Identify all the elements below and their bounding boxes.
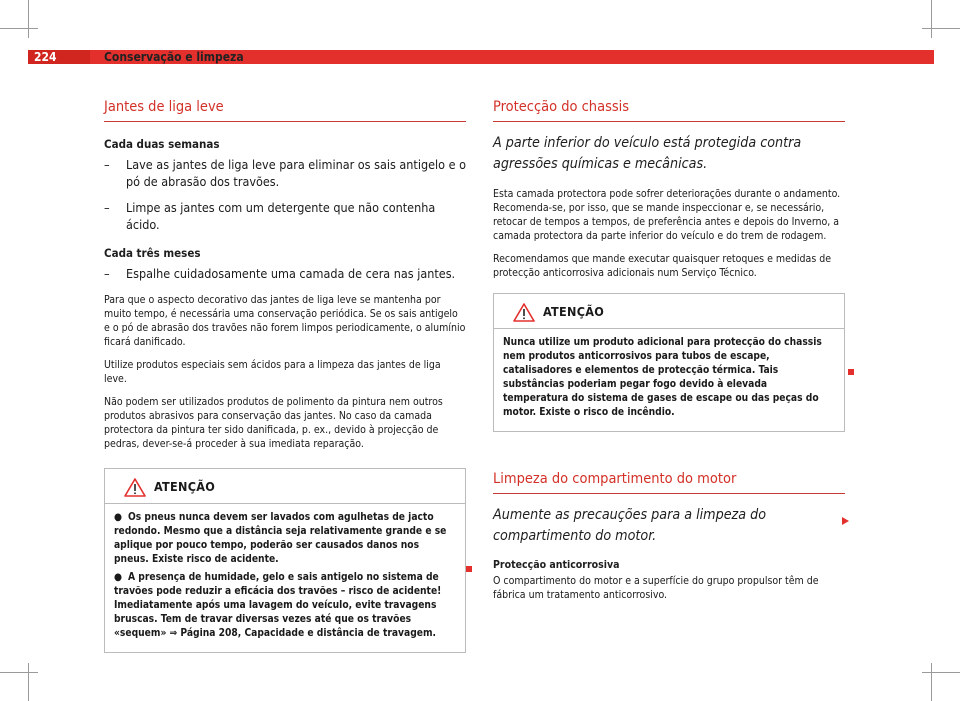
end-square-icon [466,566,472,572]
section-title: Conservação e limpeza [104,50,244,64]
warning-item-text: A presença de humidade, gelo e sais antigelo no sistema de travões pode reduzir a eficácia dos travões – risco de acidente! Imediatamente após uma lavagem do veículo, evite travagens bruscas. Tem de travar diversas vezes até que os travões «sequem» ⇒ Página 208, Capacidade e distância de travagem. [114,572,442,639]
warning-box [104,468,466,653]
warning-item [114,571,456,641]
bullet: ● [114,572,122,583]
continue-arrow-icon [842,517,849,525]
warning-body [105,504,465,652]
bullet: ● [114,512,122,523]
crop-mark [28,663,29,701]
paragraph-abrasives: Não podem ser utilizados produtos de polimento da pintura nem outros produtos abrasivos para conservação das jantes. No caso da camada protectora da pintura ter sido danificada, p. ex., devido à projecção de pedras, dever-se-á proceder à sua imediata reparação. [104,396,443,450]
crop-mark [28,0,29,38]
warning-box [493,293,845,432]
end-square-icon [848,369,854,375]
warning-header [494,294,844,329]
crop-mark [931,663,932,701]
block-title-two-weeks: Cada duas semanas [104,137,220,151]
block-title-three-months: Cada três meses [104,246,201,260]
paragraph-products: Utilize produtos especiais sem ácidos para a limpeza das jantes de liga leve. [104,359,441,385]
warning-label: ATENÇÃO [543,304,605,319]
crop-mark [0,672,38,673]
heading-engine-compartment: Limpeza do compartimento do motor [493,469,845,494]
lead-engine: Aumente as precauções para a limpeza do compartimento do motor. [493,507,767,544]
crop-mark [922,672,960,673]
heading-alloy-wheels: Jantes de liga leve [104,97,466,122]
warning-item [114,511,456,567]
subheading-anticorrosion: Protecção anticorrosiva [493,559,620,571]
heading-chassis-protection: Protecção do chassis [493,97,845,122]
right-column [493,97,845,611]
crop-mark [0,28,38,29]
step-wash: – Lave as jantes de liga leve para eliminar os sais antigelo e o pó de abrasão dos travões. [104,156,466,190]
paragraph-chassis-service: Recomendamos que mande executar quaisquer retoques e medidas de protecção anticorrosiva adicionais num Serviço Técnico. [493,253,832,279]
crop-mark [922,28,960,29]
warning-triangle-icon [513,303,535,322]
paragraph-maintenance: Para que o aspecto decorativo das jantes de liga leve se mantenha por muito tempo, é necessária uma conservação periódica. Se os sais antigelo e o pó de abrasão dos travões não forem limpos periodicamente, o alumínio ficará danificado. [104,294,466,348]
page-number: 224 [34,50,57,64]
lead-chassis: A parte inferior do veículo está protegida contra agressões químicas e mecânicas. [493,135,802,172]
warning-label: ATENÇÃO [154,479,216,494]
warning-body [494,329,844,431]
warning-triangle-icon [124,478,146,497]
paragraph-anticorrosion: O compartimento do motor e a superfície do grupo propulsor têm de fábrica um tratamento anticorrosivo. [493,575,819,601]
warning-item-text: Nunca utilize um produto adicional para protecção do chassis nem produtos anticorrosivos para tubos de escape, catalisadores e elementos de protecção térmica. Tais substâncias poderiam pegar fogo devido à elevada temperatura do sistema de gases de escape ou das peças do motor. Existe o risco de incêndio. [503,337,822,418]
warning-item-text: Os pneus nunca devem ser lavados com agulhetas de jacto redondo. Mesmo que a distância seja relativamente grande e se aplique por pouco tempo, poderão ser causados danos nos pneus. Existe risco de acidente. [114,512,447,565]
step-wax: – Espalhe cuidadosamente uma camada de cera nas jantes. [104,265,466,282]
warning-header [105,469,465,504]
paragraph-chassis-layer: Esta camada protectora pode sofrer deteriorações durante o andamento. Recomenda-se, por isso, que se mande inspeccionar e, se necessário, retocar de tempos a tempos, de preferência antes e depois do Inverno, a camada protectora da parte inferior do veículo e do trem de rodagem. [493,188,841,242]
step-clean: – Limpe as jantes com um detergente que não contenha ácido. [104,199,466,233]
left-column [104,97,466,653]
crop-mark [931,0,932,38]
